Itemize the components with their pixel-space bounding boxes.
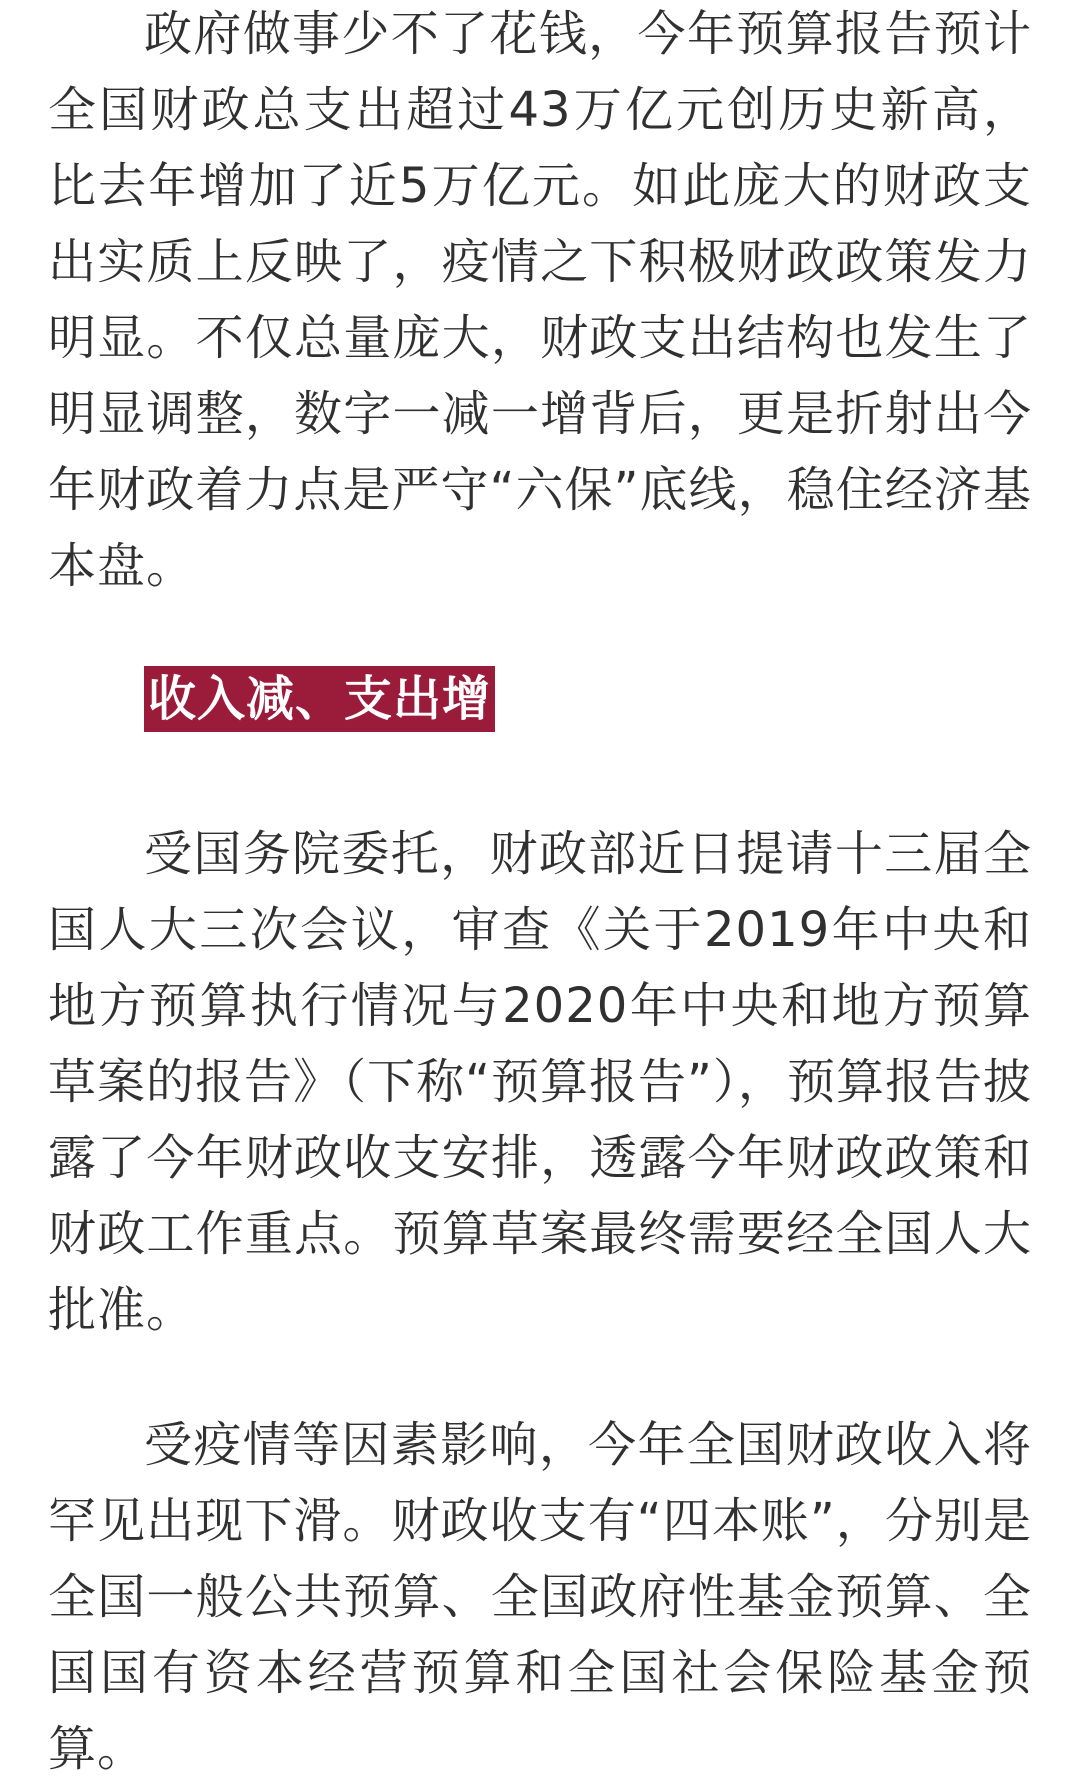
paragraph-revenue-decline: 受疫情等因素影响，今年全国财政收入将罕见出现下滑。财政收支有“四本账”，分别是全国一般公共预算、全国政府性基金预算、全国国有资本经营预算和全国社会保险基金预算。 xyxy=(48,1417,1032,1777)
paragraph-intro: 政府做事少不了花钱，今年预算报告预计全国财政总支出超过43万亿元创历史新高，比去年增加了近5万亿元。如此庞大的财政支出实质上反映了，疫情之下积极财政政策发力明显。不仅总量庞大，财政支出结构也发生了明显调整，数字一减一增背后，更是折射出今年财政着力点是严守“六保”底线，稳住经济基本盘。 xyxy=(48,6,1032,594)
section-heading: 收入减、支出增 xyxy=(144,666,495,732)
section-heading-wrapper xyxy=(144,666,495,732)
paragraph-budget-report: 受国务院委托，财政部近日提请十三届全国人大三次会议，审查《关于2019年中央和地方预算执行情况与2020年中央和地方预算草案的报告》（下称“预算报告”），预算报告披露了今年财政收支安排，透露今年财政政策和财政工作重点。预算草案最终需要经全国人大批准。 xyxy=(48,826,1032,1338)
